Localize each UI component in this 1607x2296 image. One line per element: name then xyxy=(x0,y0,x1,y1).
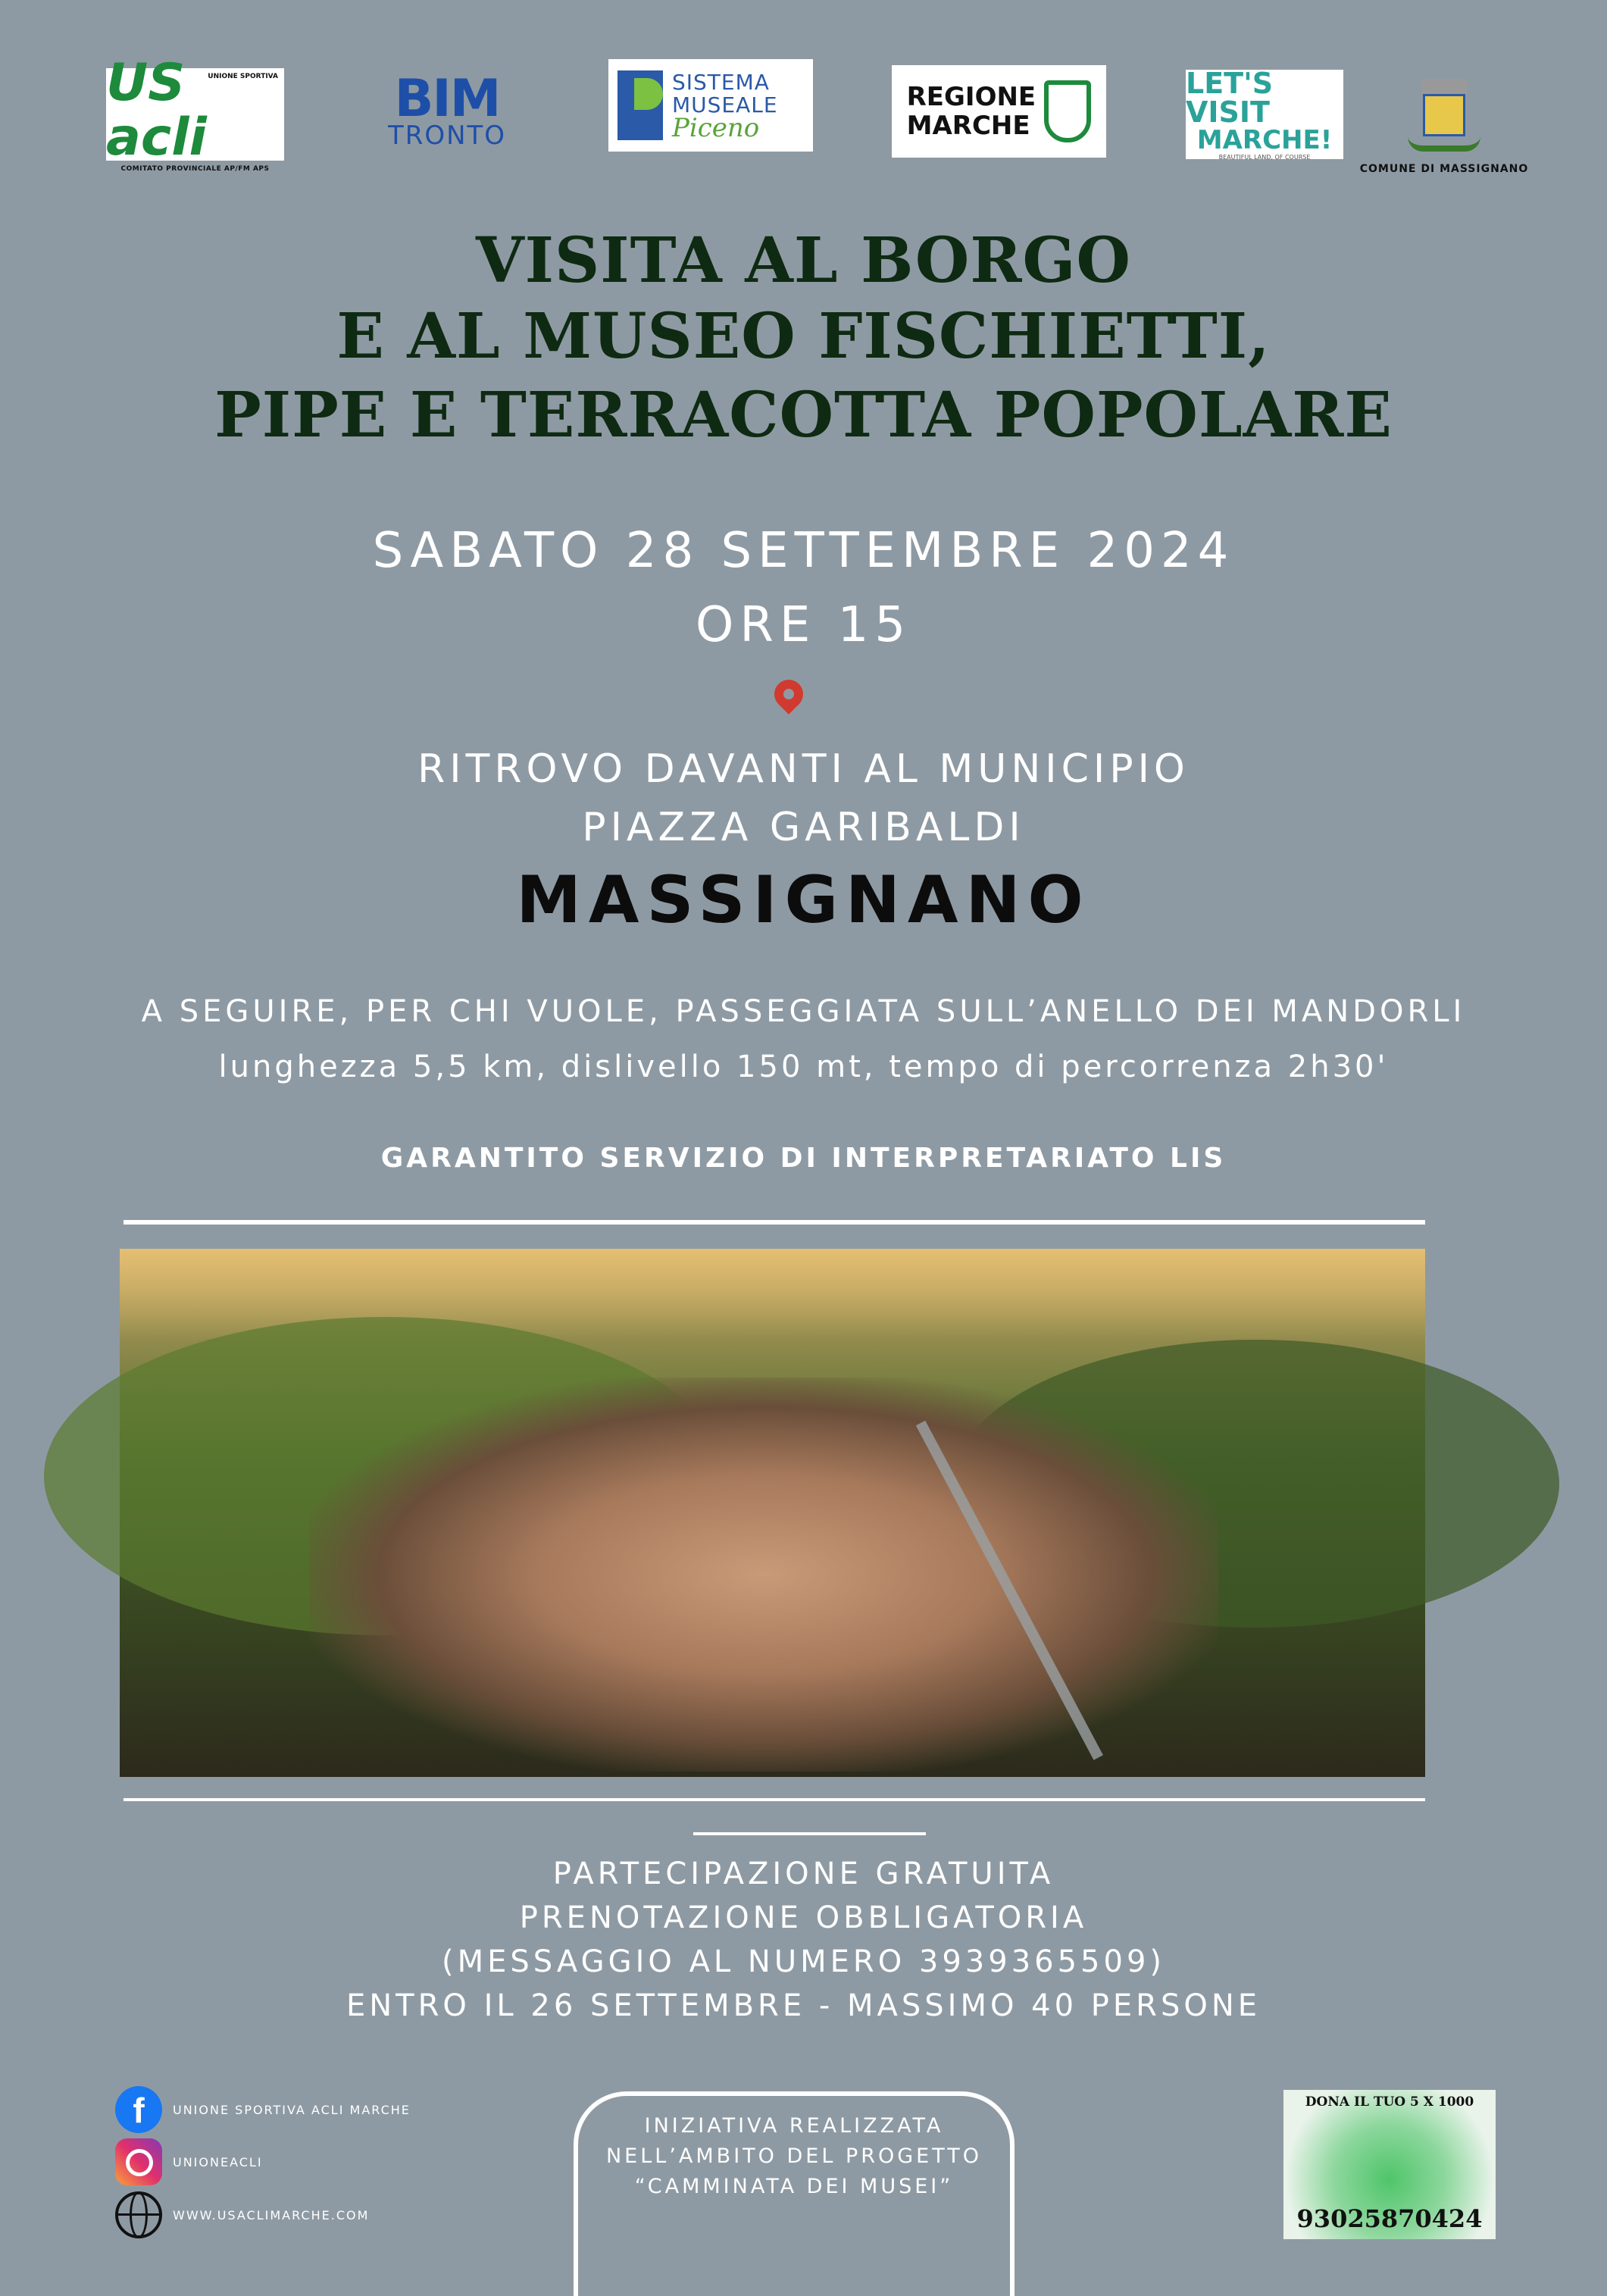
bim-logo-line2: TRONTO xyxy=(387,120,507,151)
map-pin-icon xyxy=(768,674,809,715)
regione-logo-line1: REGIONE xyxy=(906,82,1036,112)
donation-title: DONA IL TUO 5 X 1000 xyxy=(1305,2094,1474,2110)
aerial-photo-massignano xyxy=(120,1249,1425,1777)
event-date: SABATO 28 SETTEMBRE 2024 xyxy=(372,523,1235,579)
divider-bottom xyxy=(123,1798,1425,1801)
lets-logo-line2: MARCHE! xyxy=(1196,124,1333,155)
bim-logo-line1: BIM xyxy=(394,68,500,129)
initiative-line-1: INIZIATIVA REALIZZATA xyxy=(644,2114,944,2138)
participation-line-3: (MESSAGGIO AL NUMERO 3939365509) xyxy=(442,1944,1165,1979)
usacli-logo xyxy=(106,53,284,173)
usacli-logo-sub: COMITATO PROVINCIALE AP/FM APS xyxy=(120,165,270,173)
comune-coat-of-arms-icon xyxy=(1402,70,1487,161)
regione-shield-icon xyxy=(1044,80,1091,142)
divider-top xyxy=(123,1220,1425,1225)
lets-logo-line1: LET'S VISIT xyxy=(1186,66,1274,129)
sistema-logo-line2: MUSEALE xyxy=(672,92,778,117)
title-line-3: PIPE E TERRACOTTA POPOLARE xyxy=(214,379,1393,452)
meeting-point-line-2: PIAZZA GARIBALDI xyxy=(582,805,1025,850)
walk-details: lunghezza 5,5 km, dislivello 150 mt, tempo di percorrenza 2h30' xyxy=(218,1049,1389,1084)
lis-service-note: GARANTITO SERVIZIO DI INTERPRETARIATO LIS xyxy=(380,1143,1227,1174)
town-name: MASSIGNANO xyxy=(516,862,1091,938)
facebook-icon[interactable]: f xyxy=(115,2086,162,2133)
initiative-line-3: “CAMMINATA DEI MUSEI” xyxy=(634,2175,954,2198)
donation-number: 93025870424 xyxy=(1296,2204,1483,2233)
title-line-1: VISITA AL BORGO xyxy=(476,224,1131,297)
regione-marche-logo xyxy=(892,65,1106,158)
meeting-point-line-1: RITROVO DAVANTI AL MUNICIPIO xyxy=(417,746,1190,792)
instagram-icon[interactable] xyxy=(115,2138,162,2185)
participation-line-1: PARTECIPAZIONE GRATUITA xyxy=(552,1857,1055,1891)
regione-logo-line2: MARCHE xyxy=(906,111,1030,141)
sistema-logo-line3: Piceno xyxy=(672,113,760,143)
participation-line-4: ENTRO IL 26 SETTEMBRE - MASSIMO 40 PERSONE xyxy=(345,1988,1262,2023)
usacli-logo-main: US acli xyxy=(106,53,207,167)
follow-up-walk: A SEGUIRE, PER CHI VUOLE, PASSEGGIATA SULL’ANELLO DEI MANDORLI xyxy=(141,994,1466,1029)
sistema-mark-icon xyxy=(617,70,663,140)
lets-logo-line3: BEAUTIFUL LAND, OF COURSE xyxy=(1218,153,1311,161)
usacli-logo-top: UNIONE SPORTIVA xyxy=(208,73,278,80)
sistema-logo-line1: SISTEMA xyxy=(672,70,770,95)
globe-icon[interactable] xyxy=(115,2191,162,2238)
participation-line-2: PRENOTAZIONE OBBLIGATORIA xyxy=(519,1900,1088,1935)
instagram-label[interactable]: UNIONEACLI xyxy=(173,2155,263,2169)
divider-short xyxy=(693,1832,926,1835)
website-label[interactable]: WWW.USACLIMARCHE.COM xyxy=(173,2208,370,2222)
title-line-2: E AL MUSEO FISCHIETTI, xyxy=(336,300,1271,373)
initiative-line-2: NELL’AMBITO DEL PROGETTO xyxy=(605,2144,983,2168)
lets-visit-marche-logo xyxy=(1186,66,1343,161)
donation-5x1000-badge xyxy=(1283,2090,1496,2239)
bim-tronto-logo xyxy=(360,59,534,161)
event-time: ORE 15 xyxy=(695,597,912,653)
comune-caption: COMUNE DI MASSIGNANO xyxy=(1359,163,1529,175)
sistema-museale-logo xyxy=(608,59,813,152)
facebook-label[interactable]: UNIONE SPORTIVA ACLI MARCHE xyxy=(173,2103,411,2117)
